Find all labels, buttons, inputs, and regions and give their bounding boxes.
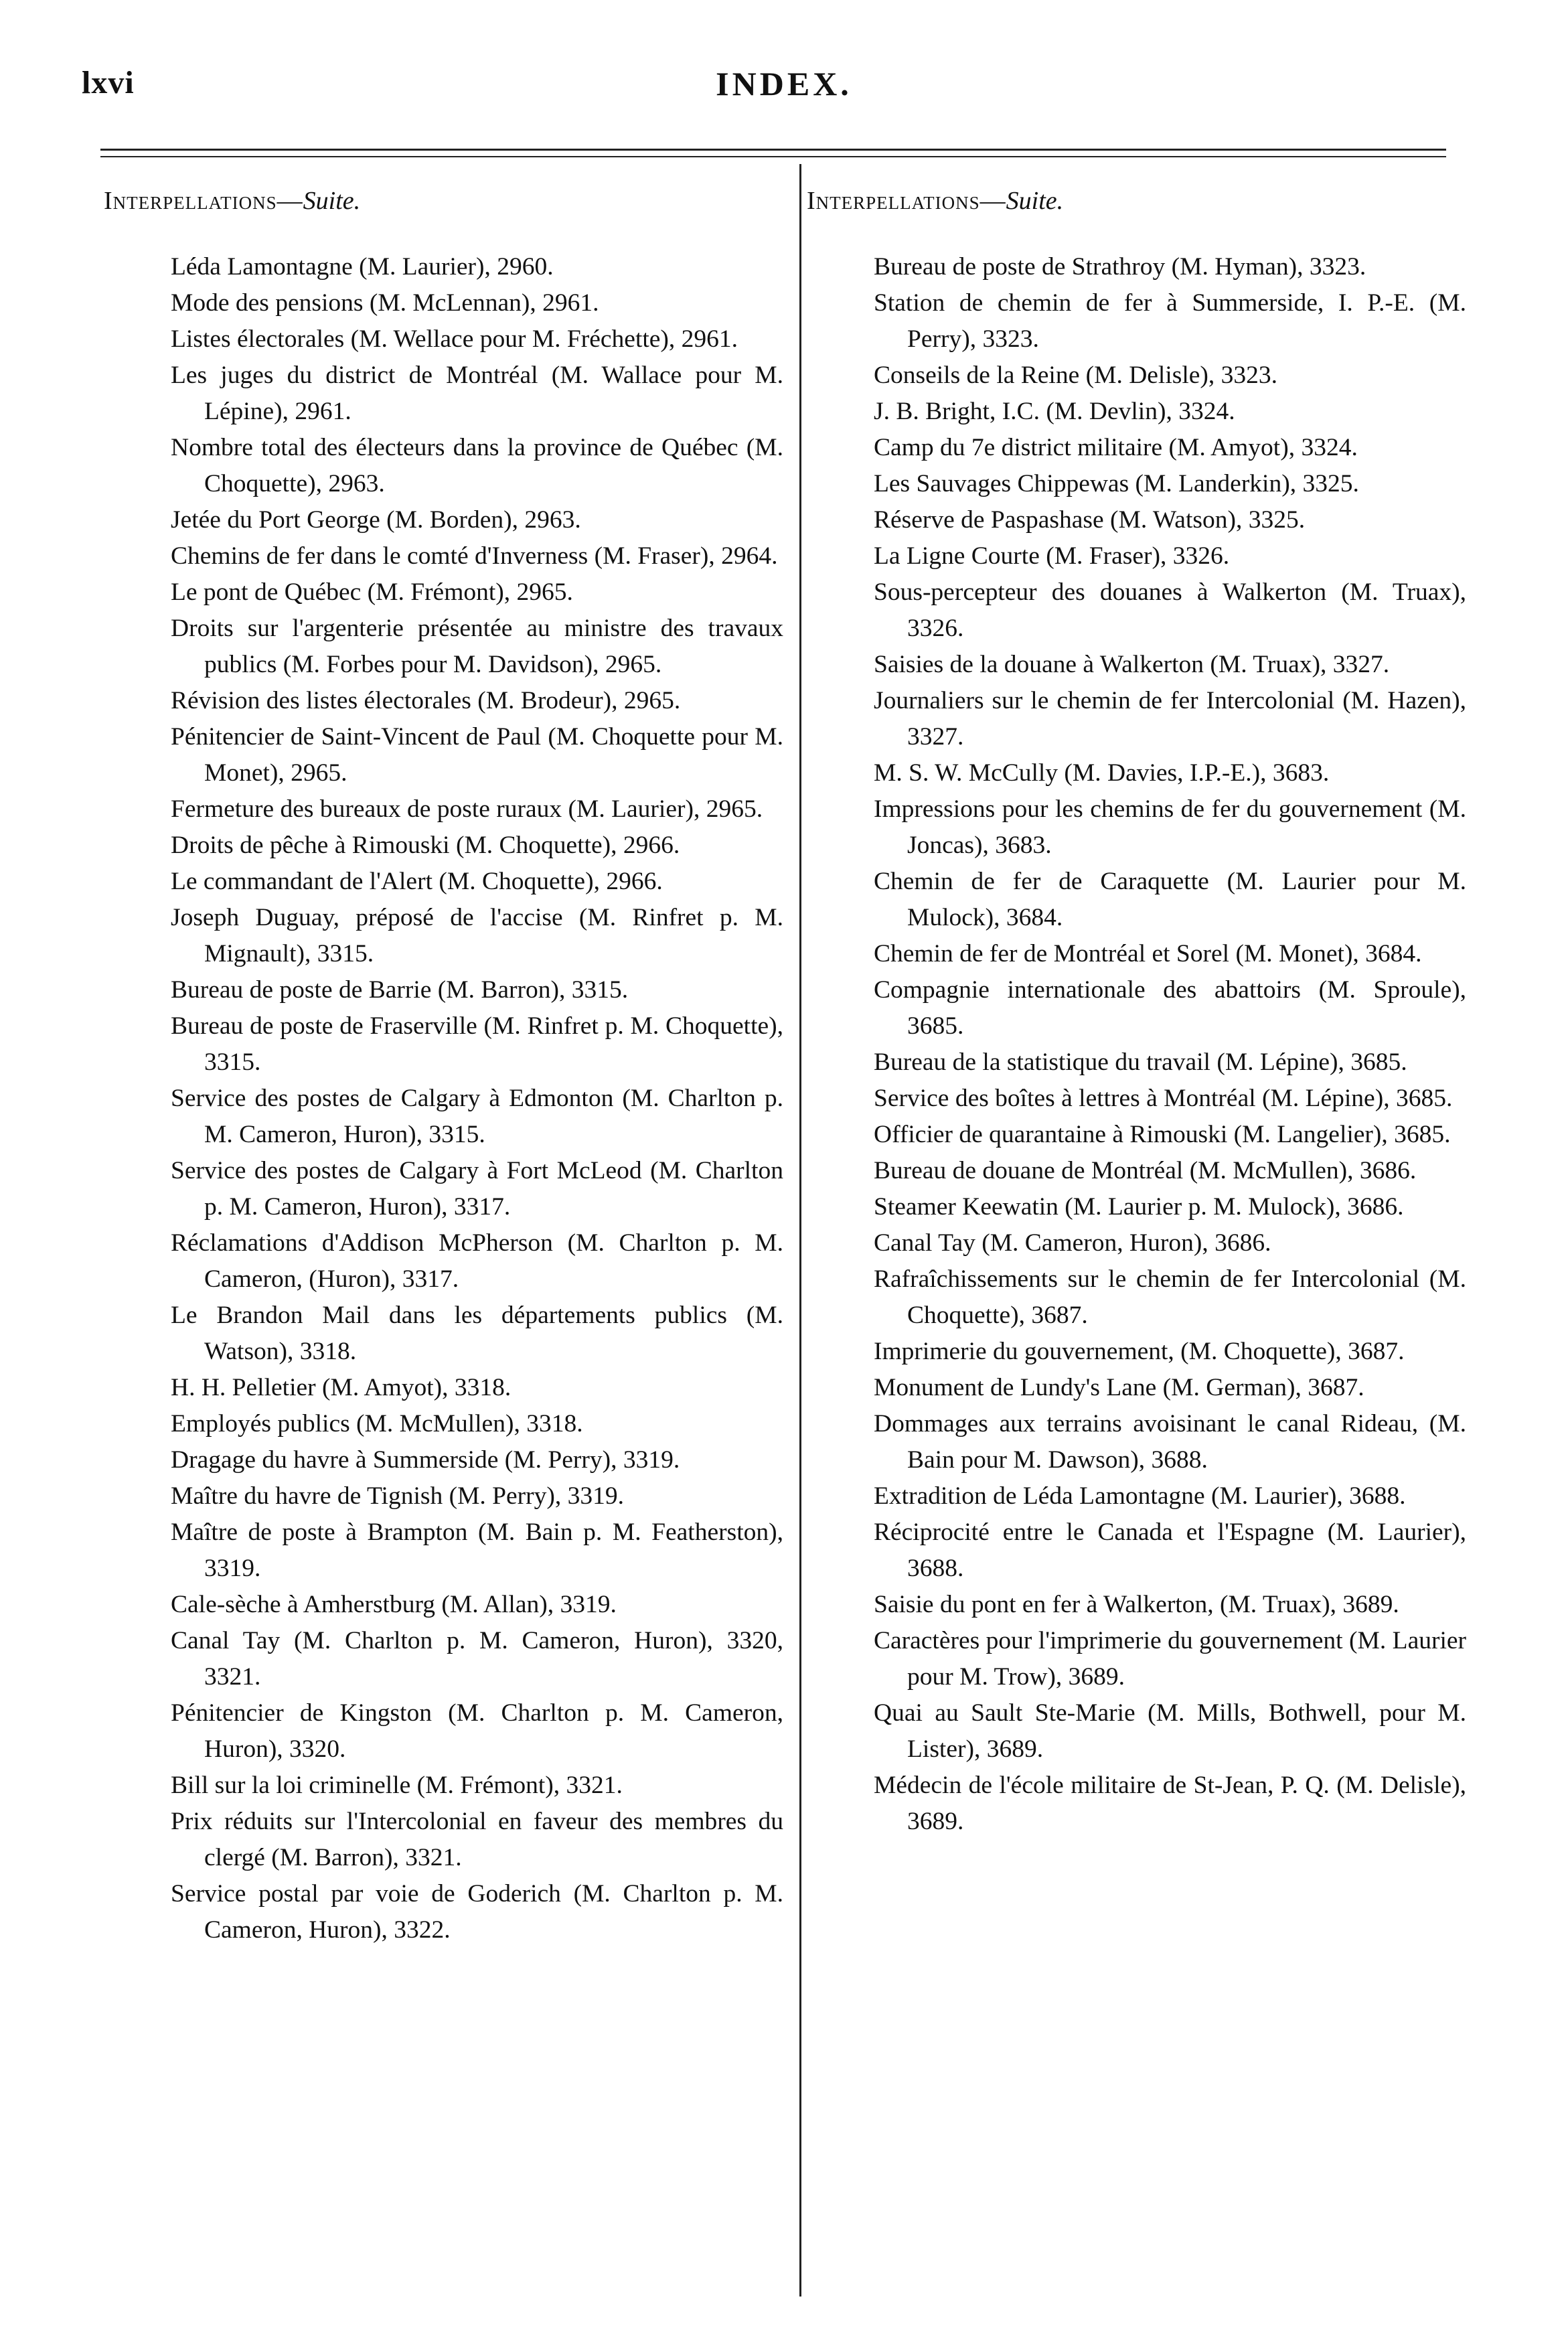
index-entry: Officier de quarantaine à Rimouski (M. Langelier), 3685. [874,1121,1451,1148]
index-entry: Médecin de l'école militaire de St-Jean, P. Q. (M. Delisle), 3689. [874,1772,1466,1835]
index-entry: Mode des pensions (M. McLennan), 2961. [171,289,599,317]
index-entry: Employés publics (M. McMullen), 3318. [171,1410,583,1437]
index-entry: M. S. W. McCully (M. Davies, I.P.-E.), 3683. [874,759,1330,787]
section-heading [807,182,1466,220]
index-entry: La Ligne Courte (M. Fraser), 3326. [874,542,1230,570]
index-entry: J. B. Bright, I.C. (M. Devlin), 3324. [874,398,1235,425]
left-column [104,182,783,1948]
index-entry: Service des postes de Calgary à Fort McLeod (M. Charlton p. M. Cameron, Huron), 3317. [171,1157,783,1221]
index-entry: Cale-sèche à Amherstburg (M. Allan), 3319. [171,1591,617,1618]
index-entry: Maître du havre de Tignish (M. Perry), 3319. [171,1482,625,1510]
running-head-title: INDEX. [716,65,852,102]
index-entry: Service des boîtes à lettres à Montréal (M. Lépine), 3685. [874,1085,1453,1112]
index-entry: Rafraîchissements sur le chemin de fer Intercolonial (M. Choquette), 3687. [874,1265,1466,1329]
header-rule-thin [100,156,1446,157]
index-entry-list [807,249,1466,1840]
index-entry: Fermeture des bureaux de poste ruraux (M. Laurier), 2965. [171,795,763,823]
index-entry: Pénitencier de Kingston (M. Charlton p. M. Cameron, Huron), 3320. [171,1699,783,1763]
index-entry: Bureau de la statistique du travail (M. Lépine), 3685. [874,1048,1407,1076]
index-entry: Station de chemin de fer à Summerside, I. P.-E. (M. Perry), 3323. [874,289,1466,353]
index-entry: Imprimerie du gouvernement, (M. Choquette), 3687. [874,1338,1405,1365]
index-entry: Dragage du havre à Summerside (M. Perry), 3319. [171,1446,680,1474]
index-entry: Joseph Duguay, préposé de l'accise (M. Rinfret p. M. Mignault), 3315. [171,904,783,967]
section-heading-continued: Suite. [1006,187,1064,215]
index-entry: Révision des listes électorales (M. Brodeur), 2965. [171,687,681,714]
index-entry: Bureau de poste de Barrie (M. Barron), 3315. [171,976,629,1004]
index-entry: Sous-percepteur des douanes à Walkerton (M. Truax), 3326. [874,578,1466,642]
index-entry: Le commandant de l'Alert (M. Choquette), 2966. [171,868,663,895]
index-entry: Caractères pour l'imprimerie du gouvernement (M. Laurier pour M. Trow), 3689. [874,1627,1466,1691]
index-entry: Les Sauvages Chippewas (M. Landerkin), 3325. [874,470,1359,497]
section-heading-main: Interpellations— [104,187,303,215]
index-entry: Impressions pour les chemins de fer du gouvernement (M. Joncas), 3683. [874,795,1466,859]
index-entry: Léda Lamontagne (M. Laurier), 2960. [171,253,554,281]
index-entry: Prix réduits sur l'Intercolonial en faveur des membres du clergé (M. Barron), 3321. [171,1808,783,1871]
index-entry: Le Brandon Mail dans les départements publics (M. Watson), 3318. [171,1302,783,1365]
index-entry: Réserve de Paspashase (M. Watson), 3325. [874,506,1306,534]
index-entry: H. H. Pelletier (M. Amyot), 3318. [171,1374,512,1401]
index-entry: Bureau de douane de Montréal (M. McMullen), 3686. [874,1157,1417,1184]
section-heading [104,182,783,220]
index-entry: Service des postes de Calgary à Edmonton (M. Charlton p. M. Cameron, Huron), 3315. [171,1085,783,1148]
index-entry: Chemins de fer dans le comté d'Inverness (M. Fraser), 2964. [171,542,778,570]
index-entry: Le pont de Québec (M. Frémont), 2965. [171,578,573,606]
section-heading-continued: Suite. [303,187,361,215]
header-rule [100,149,1446,151]
index-entry: Conseils de la Reine (M. Delisle), 3323. [874,362,1278,389]
index-entry: Camp du 7e district militaire (M. Amyot), 3324. [874,434,1358,461]
index-entry-list [104,249,783,1948]
index-entry: Chemin de fer de Caraquette (M. Laurier pour M. Mulock), 3684. [874,868,1466,931]
index-entry: Saisies de la douane à Walkerton (M. Truax), 3327. [874,651,1390,678]
column-divider [799,164,801,2297]
index-entry: Steamer Keewatin (M. Laurier p. M. Mulock), 3686. [874,1193,1404,1221]
index-entry: Canal Tay (M. Cameron, Huron), 3686. [874,1229,1271,1257]
index-entry: Maître de poste à Brampton (M. Bain p. M. Featherston), 3319. [171,1519,783,1582]
index-entry: Droits de pêche à Rimouski (M. Choquette), 2966. [171,832,680,859]
index-entry: Service postal par voie de Goderich (M. Charlton p. M. Cameron, Huron), 3322. [171,1880,783,1944]
right-column [807,182,1466,1840]
index-entry: Bureau de poste de Strathroy (M. Hyman), 3323. [874,253,1366,281]
index-entry: Jetée du Port George (M. Borden), 2963. [171,506,581,534]
index-entry: Droits sur l'argenterie présentée au ministre des travaux publics (M. Forbes pour M. Davidson), 2965. [171,615,783,678]
index-entry: Réclamations d'Addison McPherson (M. Charlton p. M. Cameron, (Huron), 3317. [171,1229,783,1293]
index-entry: Bureau de poste de Fraserville (M. Rinfret p. M. Choquette), 3315. [171,1012,783,1076]
index-entry: Journaliers sur le chemin de fer Intercolonial (M. Hazen), 3327. [874,687,1466,751]
index-entry: Pénitencier de Saint-Vincent de Paul (M. Choquette pour M. Monet), 2965. [171,723,783,787]
index-entry: Saisie du pont en fer à Walkerton, (M. Truax), 3689. [874,1591,1399,1618]
page-number: lxvi [82,65,135,100]
index-entry: Extradition de Léda Lamontagne (M. Laurier), 3688. [874,1482,1406,1510]
index-entry: Réciprocité entre le Canada et l'Espagne (M. Laurier), 3688. [874,1519,1466,1582]
index-entry: Nombre total des électeurs dans la province de Québec (M. Choquette), 2963. [171,434,783,497]
index-entry: Quai au Sault Ste-Marie (M. Mills, Bothwell, pour M. Lister), 3689. [874,1699,1466,1763]
index-entry: Compagnie internationale des abattoirs (M. Sproule), 3685. [874,976,1466,1040]
index-entry: Chemin de fer de Montréal et Sorel (M. Monet), 3684. [874,940,1422,967]
index-entry: Les juges du district de Montréal (M. Wallace pour M. Lépine), 2961. [171,362,783,425]
index-entry: Listes électorales (M. Wellace pour M. Fréchette), 2961. [171,325,738,353]
index-entry: Monument de Lundy's Lane (M. German), 3687. [874,1374,1364,1401]
index-entry: Bill sur la loi criminelle (M. Frémont), 3321. [171,1772,623,1799]
index-entry: Canal Tay (M. Charlton p. M. Cameron, Huron), 3320, 3321. [171,1627,783,1691]
section-heading-main: Interpellations— [807,187,1006,215]
index-entry: Dommages aux terrains avoisinant le canal Rideau, (M. Bain pour M. Dawson), 3688. [874,1410,1466,1474]
